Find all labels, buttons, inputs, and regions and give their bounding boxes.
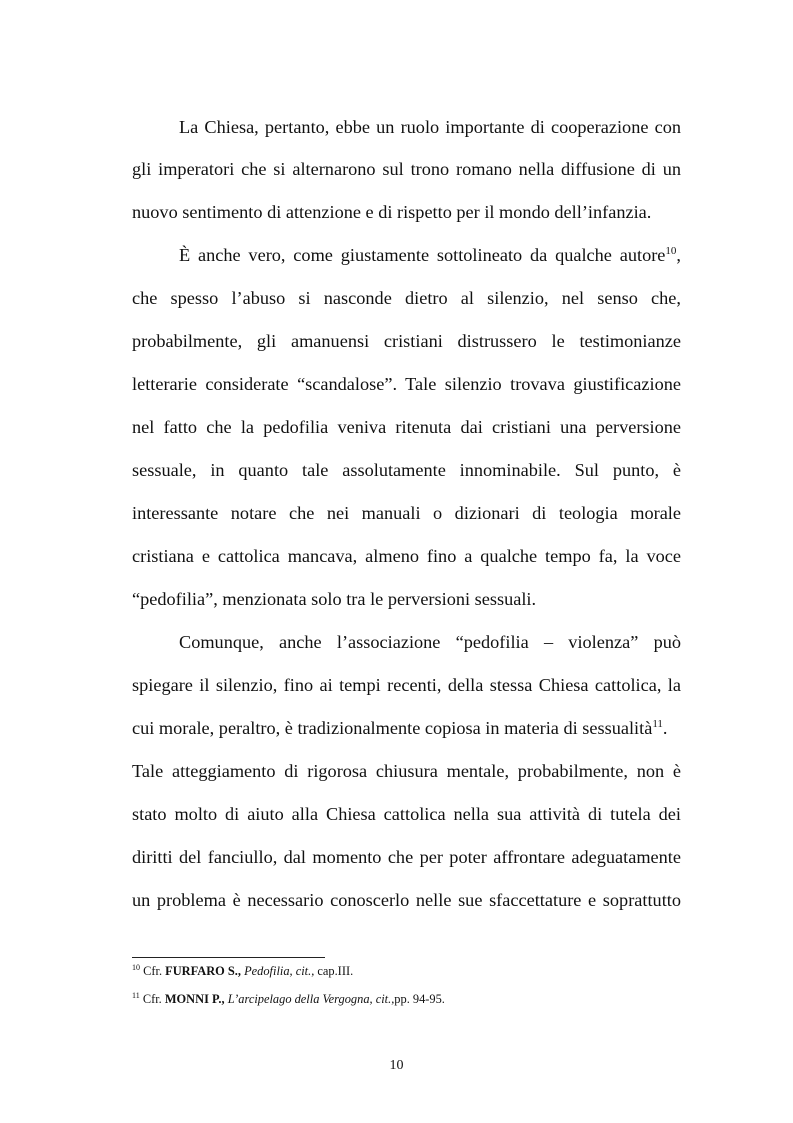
footnote-ref: 11 (652, 718, 663, 730)
text-line: diritti del fanciullo, dal momento che per poter affrontare adeguatamente (132, 847, 681, 867)
footnote-mark: 11 (132, 991, 140, 1000)
footnote-prefix: Cfr. (143, 964, 166, 978)
text-line (179, 244, 681, 266)
text-line: cristiana e cattolica mancava, almeno fino a qualche tempo fa, la voce (132, 546, 681, 566)
text-line: spiegare il silenzio, fino ai tempi recenti, della stessa Chiesa cattolica, la (132, 675, 681, 695)
footnote-rest: cap.III. (314, 964, 354, 978)
footnote-author: MONNI P., (164, 992, 225, 1006)
footnote-prefix: Cfr. (142, 992, 165, 1006)
text-line: Tale atteggiamento di rigorosa chiusura mentale, probabilmente, non è (132, 761, 681, 781)
footnote-mark: 10 (132, 963, 140, 972)
text-line: gli imperatori che si alternarono sul trono romano nella diffusione di un (132, 159, 681, 179)
text-line: un problema è necessario conoscerlo nelle sue sfaccettature e soprattutto (132, 890, 681, 910)
footnote (132, 963, 353, 979)
footnote-author: FURFARO S., (165, 964, 241, 978)
text-line: probabilmente, gli amanuensi cristiani distrussero le testimonianze (132, 331, 681, 351)
punctuation: . (662, 718, 668, 738)
text-line: nel fatto che la pedofilia veniva ritenuta dai cristiani una perversione (132, 417, 681, 437)
footnote-title: Pedofilia, cit., (244, 964, 315, 978)
footnote-title: L’arcipelago della Vergogna, cit., (227, 992, 395, 1006)
text-line-content: cui morale, peraltro, è tradizionalmente copiosa in materia di sessualità (132, 718, 653, 738)
text-line: che spesso l’abuso si nasconde dietro al silenzio, nel senso che, (132, 288, 681, 308)
text-line: stato molto di aiuto alla Chiesa cattolica nella sua attività di tutela dei (132, 804, 681, 824)
footnote (132, 991, 445, 1007)
text-line: letterarie considerate “scandalose”. Tale silenzio trovava giustificazione (132, 374, 681, 394)
text-line: interessante notare che nei manuali o dizionari di teologia morale (132, 503, 681, 523)
footnote-rest: pp. 94-95. (394, 992, 445, 1006)
text-line: “pedofilia”, menzionata solo tra le perversioni sessuali. (132, 589, 537, 609)
text-line (132, 717, 681, 739)
footnote-divider (132, 957, 325, 958)
text-line: Comunque, anche l’associazione “pedofilia – violenza” può (179, 632, 681, 652)
text-line: nuovo sentimento di attenzione e di rispetto per il mondo dell’infanzia. (132, 202, 652, 222)
footnote-ref: 10 (665, 245, 677, 257)
text-line: sessuale, in quanto tale assolutamente innominabile. Sul punto, è (132, 460, 681, 480)
page-number: 10 (389, 1058, 404, 1073)
text-line-content: È anche vero, come giustamente sottolineato da qualche autore (179, 245, 666, 265)
text-line: La Chiesa, pertanto, ebbe un ruolo importante di cooperazione con (179, 117, 681, 137)
punctuation: , (676, 245, 681, 265)
